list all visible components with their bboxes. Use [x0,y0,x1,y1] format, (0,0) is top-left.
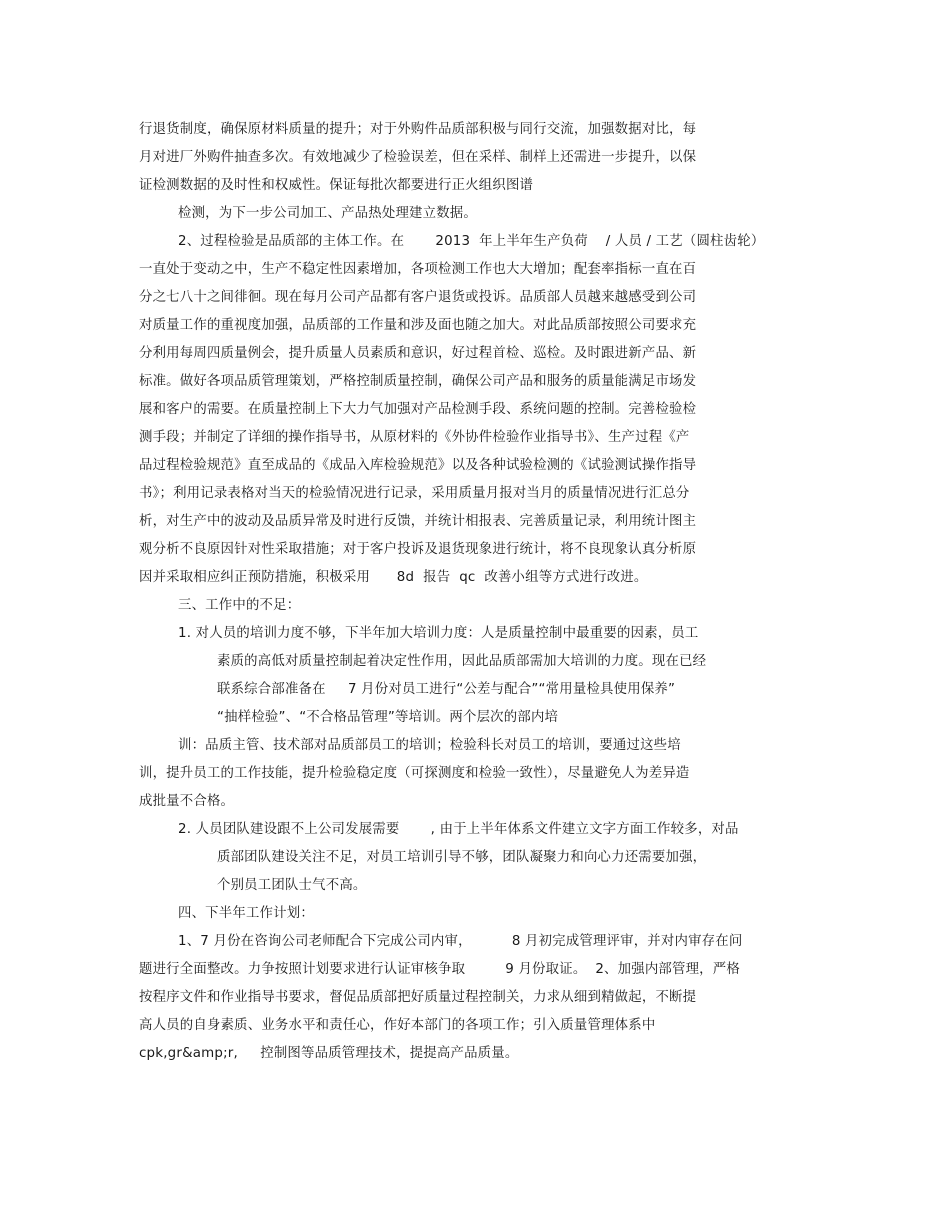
text-line: “抽样检验”、“不合格品管理”等培训。两个层次的部内培 [217,710,559,725]
text-line: 观分析不良原因针对性采取措施；对于客户投诉及退货现象进行统计，将不良现象认真分析原 [139,542,697,557]
text-line: 展和客户的需要。在质量控制上下大力气加强对产品检测手段、系统问题的控制。完善检验检 [139,402,697,417]
text-line: 证检测数据的及时性和权威性。保证每批次都要进行正火组织图谱 [139,178,534,193]
text-line: 素质的高低对质量控制起着决定性作用，因此品质部需加大培训的力度。现在已经 [217,654,707,669]
text-line: 题进行全面整改。力争按照计划要求进行认证审核争取 9 月份取证。 2、加强内部管理，严格 [139,962,740,977]
text-line: 成批量不合格。 [139,794,235,809]
text-line: 训：品质主管、技术部对品质部员工的培训；检验科长对员工的培训，要通过这些培 [178,738,681,753]
section-heading: 四、下半年工作计划： [178,906,314,921]
text-line: 分利用每周四质量例会，提升质量人员素质和意识，好过程首检、巡检。及时跟进新产品、新 [139,346,697,361]
text-line: 个别员工团队士气不高。 [217,878,367,893]
text-line: 因并采取相应纠正预防措施，积极采用 8d 报告 qc 改善小组等方式进行改进。 [139,570,648,585]
text-line: 训，提升员工的工作技能，提升检验稳定度（可探测度和检验一致性），尽量避免人为差异造 [139,766,690,781]
text-line: 1. 对人员的培训力度不够，下半年加大培训力度：人是质量控制中最重要的因素，员工 [178,626,699,641]
text-line: 析，对生产中的波动及品质异常及时进行反馈，并统计相报表、完善质量记录，利用统计图主 [139,514,697,529]
text-line: 测手段；并制定了详细的操作指导书，从原材料的《外协件检验作业指导书》、生产过程《产 [139,430,690,445]
text-line: 标准。做好各项品质管理策划，严格控制质量控制，确保公司产品和服务的质量能满足市场发 [139,374,697,389]
text-line: 分之七八十之间徘徊。现在每月公司产品都有客户退货或投诉。品质部人员越来越感受到公司 [139,290,697,305]
text-line: 2. 人员团队建设跟不上公司发展需要 , 由于上半年体系文件建立文字方面工作较多，对品 [178,822,739,837]
text-line: 按程序文件和作业指导书要求，督促品质部把好质量过程控制关，力求从细到精做起，不断提 [139,990,697,1005]
text-line: 书》；利用记录表格对当天的检验情况进行记录，采用质量月报对当月的质量情况进行汇总分 [139,486,690,501]
text-line: 1、7 月份在咨询公司老师配合下完成公司内审， 8 月初完成管理评审，并对内审存在问 [178,934,743,949]
text-line: 行退货制度，确保原材料质量的提升；对于外购件品质部积极与同行交流，加强数据对比，每 [139,122,697,137]
text-line: 2、过程检验是品质部的主体工作。在 2013 年上半年生产负荷 / 人员 / 工艺（圆柱齿轮） [178,234,765,249]
text-line: cpk,gr&amp;r, 控制图等品质管理技术，提提高产品质量。 [139,1046,519,1061]
text-line: 对质量工作的重视度加强，品质部的工作量和涉及面也随之加大。对此品质部按照公司要求充 [139,318,697,333]
text-line: 一直处于变动之中，生产不稳定性因素增加，各项检测工作也大大增加；配套率指标一直在百 [139,262,697,277]
text-line: 高人员的自身素质、业务水平和责任心，作好本部门的各项工作；引入质量管理体系中 [139,1018,656,1033]
text-line: 月对进厂外购件抽查多次。有效地减少了检验误差，但在采样、制样上还需进一步提升，以保 [139,150,697,165]
text-line: 质部团队建设关注不足，对员工培训引导不够，团队凝聚力和向心力还需要加强， [217,850,707,865]
text-line: 联系综合部准备在 7 月份对员工进行“公差与配合”“常用量检具使用保养” [217,682,676,697]
text-line: 检测，为下一步公司加工、产品热处理建立数据。 [178,206,477,221]
section-heading: 三、工作中的不足： [178,598,301,613]
text-line: 品过程检验规范》直至成品的《成品入库检验规范》以及各种试验检测的《试验测试操作指导 [139,458,697,473]
